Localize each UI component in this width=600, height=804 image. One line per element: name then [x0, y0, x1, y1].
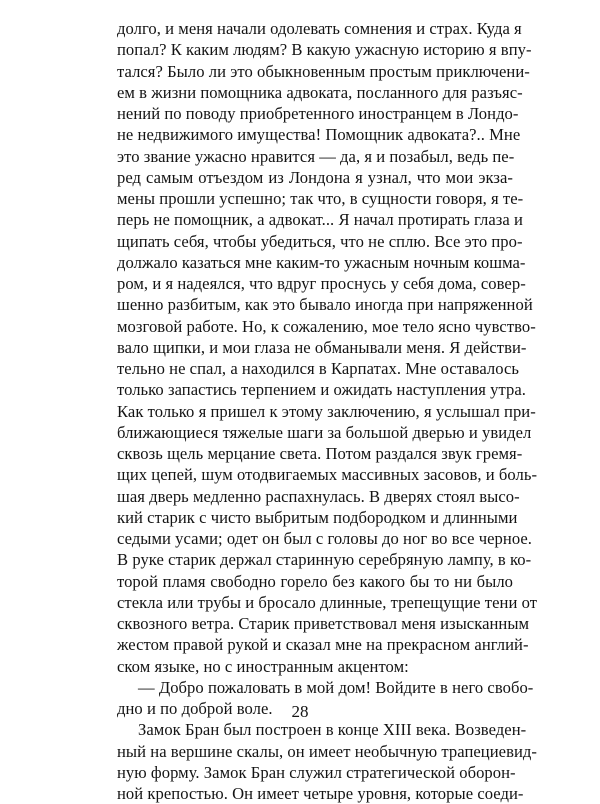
- text-line: стекла или трубы и бросало длинные, трепещущие тени от: [117, 592, 537, 612]
- text-line: торой пламя свободно горело без какого бы то ни было: [117, 571, 513, 591]
- text-line: это звание ужасно нравится — да, я и позабыл, ведь пе-: [117, 146, 515, 166]
- text-line: щипать себя, чтобы убедиться, что не сплю. Все это про-: [117, 231, 523, 251]
- text-line: сквозь щель мерцание света. Потом раздался звук гремя-: [117, 444, 523, 463]
- text-line: жестом правой рукой и сказал мне на прекрасном англий-: [117, 635, 529, 655]
- text-line: ском языке, но с иностранным акцентом:: [117, 656, 409, 676]
- text-line: — Добро пожаловать в мой дом! Войдите в него свобо-: [138, 677, 534, 697]
- text-line: В руке старик держал старинную серебряную лампу, в ко-: [117, 550, 532, 570]
- text-line: ром, и я надеялся, что вдруг проснусь у себя дома, совер-: [117, 274, 526, 293]
- text-line: тельно не спал, а находился в Карпатах. Мне оставалось: [117, 359, 520, 378]
- text-line: Как только я пришел к этому заключению, я услышал при-: [117, 401, 536, 421]
- text-line: Замок Бран был построен в конце XIII века. Возведен-: [138, 720, 527, 740]
- text-line: сквозного ветра. Старик приветствовал меня изысканным: [117, 614, 530, 633]
- text-line: ред самым отъездом из Лондона я узнал, что мои экза-: [117, 167, 513, 187]
- text-line: ближающиеся тяжелые шаги за большой дверью и увидел: [117, 422, 532, 442]
- text-line: ем в жизни помощника адвоката, посланного для разъяс-: [117, 82, 523, 102]
- text-line: нений по поводу приобретенного иностранцем в Лондо-: [117, 104, 519, 123]
- text-line: ный на вершине скалы, он имеет необычную трапециевид-: [117, 741, 537, 761]
- text-line: шенно разбитым, как это бывало иногда при напряженной: [117, 295, 533, 315]
- text-line: попал? К каким людям? В какую ужасную историю я впу-: [117, 40, 532, 60]
- text-line: только запастись терпением и ожидать наступления утра.: [117, 380, 526, 400]
- page-number: 28: [291, 702, 309, 721]
- text-line: кий старик с чисто выбритым подбородком и длинными: [117, 507, 518, 527]
- text-line: долго, и меня начали одолевать сомнения и страх. Куда я: [117, 19, 522, 38]
- text-line: седыми усами; одет он был с головы до ног во все черное.: [117, 529, 532, 548]
- text-line: не недвижимого имущества! Помощник адвоката?.. Мне: [117, 125, 521, 145]
- text-line: ной крепостью. Он имеет четыре уровня, которые соеди-: [117, 784, 524, 803]
- text-line: вало щипки, и мои глаза не обманывали меня. Я действи-: [117, 337, 527, 357]
- text-line: шая дверь медленно распахнулась. В дверях стоял высо-: [117, 486, 520, 506]
- text-line: ную форму. Замок Бран служил стратегической оборон-: [117, 762, 516, 782]
- text-line: мозговой работе. Но, к сожалению, мое тело ясно чувство-: [117, 316, 536, 336]
- text-line: мены прошли успешно; так что, в сущности говоря, я те-: [117, 189, 524, 208]
- text-line: перь не помощник, а адвокат... Я начал протирать глаза и: [117, 210, 523, 230]
- body-text: [117, 18, 538, 804]
- text-line: тался? Было ли это обыкновенным простым приключени-: [117, 61, 530, 81]
- text-line: щих цепей, шум отодвигаемых массивных засовов, и боль-: [117, 465, 538, 485]
- text-line: дно и по доброй воле.: [117, 699, 273, 718]
- text-line: должало казаться мне каким-то ужасным ночным кошма-: [117, 252, 526, 272]
